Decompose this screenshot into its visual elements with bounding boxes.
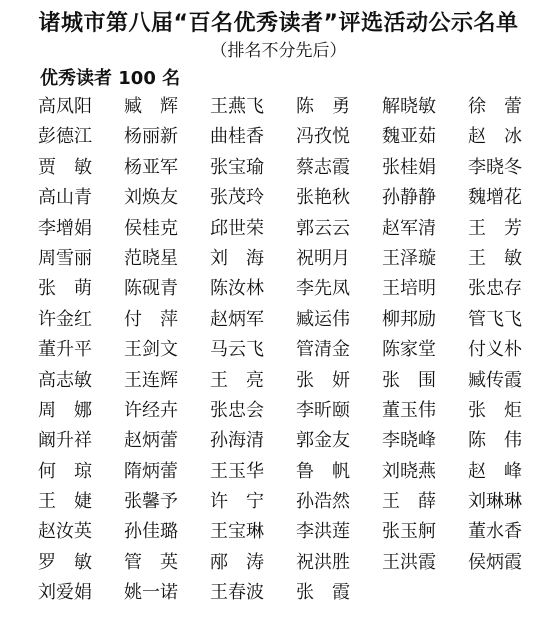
name-item: 张艳秋: [296, 187, 350, 209]
name-item: 魏增花: [468, 187, 522, 209]
name-item: 王燕飞: [210, 96, 264, 117]
name-item: 张忠会: [210, 399, 264, 421]
name-item: 郭金友: [296, 430, 350, 452]
name-item: 刘琳琳: [468, 491, 522, 513]
name-item: 曲桂香: [210, 126, 264, 148]
name-item: 张 霞: [296, 582, 350, 604]
name-item: 张 萌: [38, 278, 92, 300]
name-item: 张桂娟: [382, 156, 436, 178]
name-item: 刘焕友: [124, 187, 178, 209]
name-item: 许金红: [38, 308, 92, 330]
name-item: 王春波: [210, 582, 264, 604]
name-item: 张 围: [382, 369, 436, 391]
name-item: 郭云云: [296, 217, 350, 239]
name-item: 李先凤: [296, 278, 350, 300]
name-item: 管清金: [296, 339, 350, 361]
name-item: 张 炬: [468, 399, 522, 421]
name-item: 柳邦励: [382, 308, 436, 330]
name-item: 何 琼: [38, 460, 92, 482]
name-item: 王宝琳: [210, 521, 264, 543]
name-item: 刘晓燕: [382, 460, 436, 482]
name-item: 李昕颐: [296, 399, 350, 421]
name-item: 徐 蕾: [468, 96, 522, 117]
name-item: 祝洪胜: [296, 551, 350, 573]
name-item: 赵汝英: [38, 521, 92, 543]
name-item: 张忠存: [468, 278, 522, 300]
name-item: 臧传霞: [468, 369, 522, 391]
name-item: 赵 峰: [468, 460, 522, 482]
page-title: 诸城市第八届“百名优秀读者”评选活动公示名单: [38, 11, 519, 36]
name-item: 杨亚军: [124, 156, 178, 178]
name-item: 臧运伟: [296, 308, 350, 330]
name-item: 管飞飞: [468, 308, 522, 330]
name-item: 张茂玲: [210, 187, 264, 209]
name-item: 董升平: [38, 339, 92, 361]
name-item: 董玉伟: [382, 399, 436, 421]
name-item: 刘 海: [210, 247, 264, 269]
name-item: 阚升祥: [38, 430, 92, 452]
name-item: 鲁 帆: [296, 460, 350, 482]
name-item: 许 宁: [210, 491, 264, 513]
name-item: 王 敏: [468, 247, 522, 269]
name-item: 王连辉: [124, 369, 178, 391]
name-item: 张 妍: [296, 369, 350, 391]
name-item: 臧 辉: [124, 96, 178, 117]
name-item: 陈汝林: [210, 278, 264, 300]
name-item: 王 婕: [38, 491, 92, 513]
name-item: 王泽璇: [382, 247, 436, 269]
name-item: 孙浩然: [296, 491, 350, 513]
name-item: 孙静静: [382, 187, 436, 209]
name-item: 刘爱娟: [38, 582, 92, 604]
name-item: 管 英: [124, 551, 178, 573]
name-item: 董水香: [468, 521, 522, 543]
name-item: 侯炳霞: [468, 551, 522, 573]
name-item: 祝明月: [296, 247, 350, 269]
name-item: 姚一诺: [124, 582, 178, 604]
name-item: 高山青: [38, 187, 92, 209]
name-item: 张宝瑜: [210, 156, 264, 178]
name-item: 王 薛: [382, 491, 436, 513]
name-item: 魏亚茹: [382, 126, 436, 148]
name-item: 王洪霞: [382, 551, 436, 573]
name-item: 彭德江: [38, 126, 92, 148]
name-item: 付义朴: [468, 339, 522, 361]
name-item: 邱世荣: [210, 217, 264, 239]
name-item: 蔡志霞: [296, 156, 350, 178]
name-item: 杨丽新: [124, 126, 178, 148]
name-item: 陈砚青: [124, 278, 178, 300]
name-item: 赵 冰: [468, 126, 522, 148]
name-item: 罗 敏: [38, 551, 92, 573]
name-item: 贾 敏: [38, 156, 92, 178]
name-item: 周 娜: [38, 399, 92, 421]
section-heading: 优秀读者 100 名: [40, 68, 181, 89]
name-item: 张玉舸: [382, 521, 436, 543]
name-item: 陈 勇: [296, 96, 350, 117]
page-subtitle: （排名不分先后）: [210, 41, 347, 61]
name-item: 王 亮: [210, 369, 264, 391]
name-item: 陈家堂: [382, 339, 436, 361]
name-item: 赵军清: [382, 217, 436, 239]
name-item: 李洪莲: [296, 521, 350, 543]
name-item: 李增娟: [38, 217, 92, 239]
name-item: 隋炳蕾: [124, 460, 178, 482]
name-item: 邴 涛: [210, 551, 264, 573]
name-item: 孙海清: [210, 430, 264, 452]
name-item: 解晓敏: [382, 96, 436, 117]
name-item: 王玉华: [210, 460, 264, 482]
name-item: 付 萍: [124, 308, 178, 330]
name-item: 冯孜悦: [296, 126, 350, 148]
name-item: 赵炳军: [210, 308, 264, 330]
name-item: 张馨予: [124, 491, 178, 513]
name-item: 王培明: [382, 278, 436, 300]
name-item: 许经卉: [124, 399, 178, 421]
name-item: 李晓峰: [382, 430, 436, 452]
name-item: 李晓冬: [468, 156, 522, 178]
name-item: 王 芳: [468, 217, 522, 239]
name-item: 王剑文: [124, 339, 178, 361]
name-item: 高凤阳: [38, 96, 92, 117]
name-item: 侯桂克: [124, 217, 178, 239]
name-item: 陈 伟: [468, 430, 522, 452]
name-item: 马云飞: [210, 339, 264, 361]
name-item: 范晓星: [124, 247, 178, 269]
name-item: 孙佳璐: [124, 521, 178, 543]
name-item: 高志敏: [38, 369, 92, 391]
name-item: 赵炳蕾: [124, 430, 178, 452]
name-item: 周雪丽: [38, 247, 92, 269]
name-list: [38, 92, 554, 609]
